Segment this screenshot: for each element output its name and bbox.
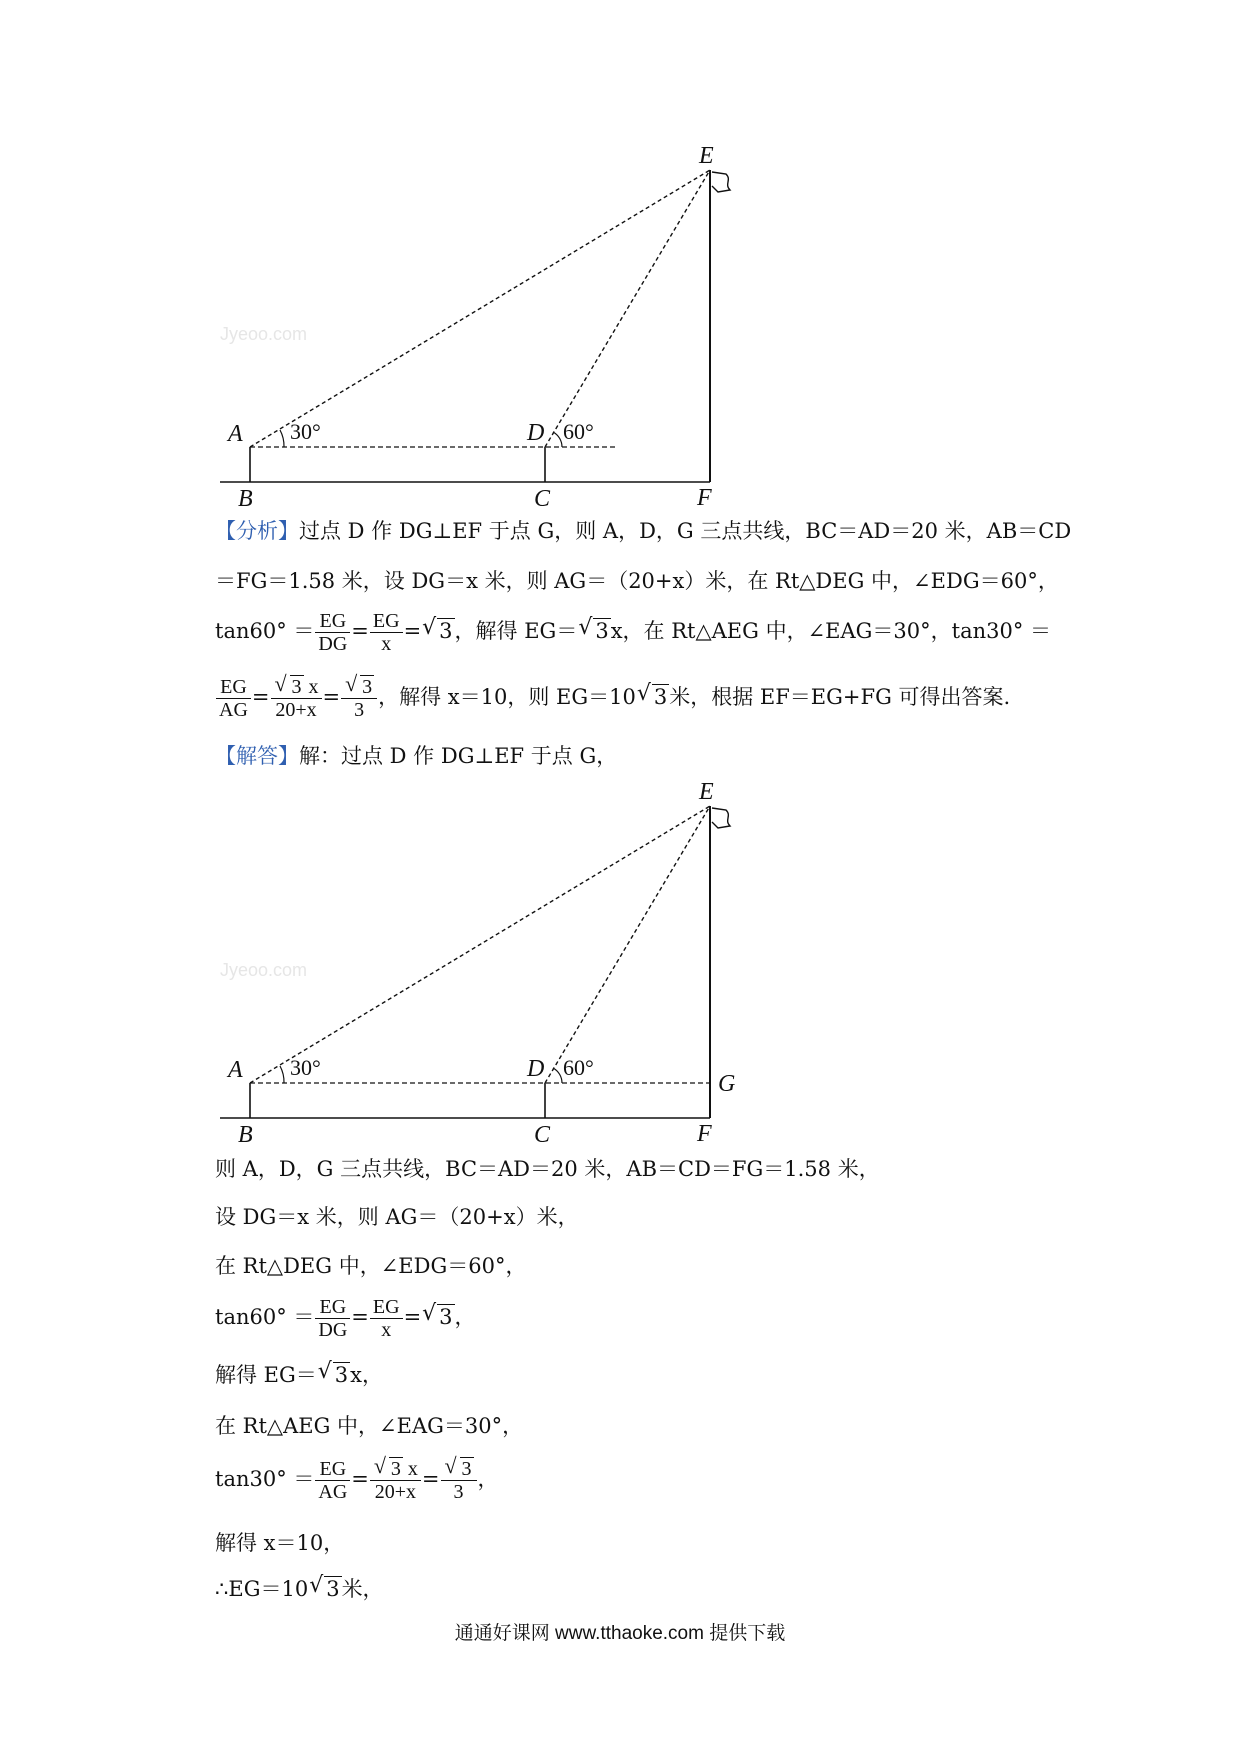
equals: = (351, 1467, 369, 1491)
sightline-de (545, 170, 710, 447)
numerator (341, 676, 377, 699)
denominator: 20+x (374, 1481, 417, 1503)
point-label-a: A (228, 421, 243, 447)
analysis-line-1 (215, 516, 1095, 546)
sqrt (318, 1360, 350, 1390)
radicand: 3 (334, 1363, 349, 1387)
fraction (441, 1458, 477, 1503)
point-label-b: B (238, 486, 253, 512)
step-8: 解得 x＝10， (215, 1531, 345, 1555)
step-2: 设 DG＝x 米，则 AG＝（20+x）米， (215, 1205, 579, 1229)
sqrt (374, 1458, 403, 1480)
denominator: 20+x (275, 699, 317, 721)
step-1: 则 A，D，G 三点共线，BC＝AD＝20 米，AB＝CD＝FG＝1.58 米， (215, 1157, 880, 1181)
variable: x (303, 676, 319, 698)
denominator: 3 (354, 699, 365, 721)
radicand: 3 (653, 685, 668, 709)
radicand: 3 (595, 619, 609, 643)
step-9 (215, 1574, 1095, 1604)
angle-arc-a (280, 1066, 284, 1083)
point-label-e: E (699, 143, 714, 169)
sqrt (422, 616, 454, 646)
step-3: 在 Rt△DEG 中，∠EDG＝60°， (215, 1254, 527, 1278)
sqrt (578, 616, 610, 646)
denominator: DG (318, 633, 348, 655)
fraction (315, 610, 350, 655)
flag-icon (712, 808, 730, 828)
point-label-d: D (527, 420, 545, 446)
denominator: AG (219, 699, 248, 721)
radicand: 3 (439, 1305, 453, 1329)
step-7 (215, 1458, 1095, 1503)
equals: = (351, 619, 369, 643)
numerator: EG (216, 676, 251, 699)
radicand: 3 (461, 1458, 472, 1480)
numerator: EG (370, 610, 403, 633)
denominator: DG (318, 1319, 348, 1341)
sqrt (275, 676, 304, 698)
watermark: Jyeoo.com (220, 324, 308, 344)
answer-tag: 【解答】 (215, 744, 299, 768)
text: 解得 EG＝ (215, 1363, 317, 1387)
fraction (271, 676, 322, 721)
text: ，解得 EG＝ (454, 619, 578, 643)
watermark: Jyeoo.com (220, 960, 308, 980)
denominator: AG (318, 1481, 348, 1503)
sightline-de (545, 806, 710, 1083)
point-label-b: B (238, 1122, 253, 1146)
text: x，在 Rt△AEG 中，∠EAG＝30°，tan30° ＝ (610, 619, 1052, 643)
angle-label-a: 30° (290, 1055, 321, 1080)
text: tan60° ＝ (215, 1305, 315, 1329)
sqrt (445, 1458, 474, 1480)
text: ∴EG＝10 (215, 1577, 309, 1601)
sqrt (637, 682, 669, 712)
equals: = (251, 685, 270, 709)
fraction (370, 1458, 421, 1503)
equals: = (421, 1467, 440, 1491)
point-label-e: E (699, 779, 714, 805)
answer-line (215, 741, 1095, 771)
fraction (315, 1296, 350, 1341)
flag-icon (712, 172, 730, 192)
sqrt (345, 676, 374, 698)
denominator: x (381, 1319, 392, 1341)
diagram-top (0, 140, 800, 520)
step-5 (215, 1360, 1095, 1390)
equals: = (403, 1305, 422, 1329)
angle-label-a: 30° (290, 419, 321, 444)
analysis-tag: 【分析】 (215, 519, 299, 543)
point-label-a: A (228, 1057, 243, 1083)
text: ， (477, 1467, 499, 1491)
point-label-f: F (697, 1121, 712, 1146)
text: ， (454, 1305, 476, 1329)
point-label-f: F (697, 485, 712, 511)
text: 米，根据 EF＝EG+FG 可得出答案. (669, 685, 1011, 709)
numerator (370, 1458, 421, 1481)
diagram-bottom (0, 776, 800, 1146)
text: 米， (341, 1577, 384, 1601)
numerator: EG (315, 1458, 350, 1481)
point-label-d: D (527, 1056, 545, 1082)
sqrt (422, 1302, 454, 1332)
angle-arc-d (553, 432, 562, 447)
analysis-line-4 (215, 676, 1095, 721)
angle-label-d: 60° (563, 1055, 594, 1080)
fraction (370, 1296, 403, 1341)
analysis-line-2: ＝FG＝1.58 米，设 DG＝x 米，则 AG＝（20+x）米，在 Rt△DEG 中，∠EDG＝60°， (215, 569, 1059, 593)
text: ，解得 x＝10，则 EG＝10 (378, 685, 636, 709)
numerator (271, 676, 322, 699)
text: x， (350, 1363, 383, 1387)
denominator: 3 (453, 1481, 464, 1503)
analysis-line-3 (215, 610, 1095, 655)
point-label-c: C (534, 486, 551, 512)
fraction (216, 676, 251, 721)
diagram-bottom-svg (0, 776, 800, 1146)
radicand: 3 (390, 1458, 401, 1480)
variable: x (402, 1458, 418, 1480)
radicand: 3 (291, 676, 302, 698)
radicand: 3 (439, 619, 453, 643)
radicand: 3 (362, 676, 373, 698)
radicand: 3 (326, 1577, 340, 1601)
numerator: EG (370, 1296, 403, 1319)
angle-arc-d (553, 1068, 562, 1083)
denominator: x (381, 633, 392, 655)
page-footer: 通通好课网 www.tthaoke.com 提供下载 (454, 1623, 786, 1644)
equals: = (322, 685, 341, 709)
sqrt (309, 1574, 341, 1604)
equals: = (351, 1305, 369, 1329)
fraction (341, 676, 377, 721)
point-label-c: C (534, 1122, 551, 1146)
text: tan30° ＝ (215, 1467, 315, 1491)
fraction (370, 610, 403, 655)
step-6: 在 Rt△AEG 中，∠EAG＝30°， (215, 1414, 524, 1438)
numerator: EG (315, 1296, 350, 1319)
step-4 (215, 1296, 1095, 1341)
numerator (441, 1458, 477, 1481)
answer-text: 解：过点 D 作 DG⊥EF 于点 G， (299, 744, 618, 768)
fraction (315, 1458, 350, 1503)
sightline-ae (250, 806, 710, 1083)
angle-arc-a (280, 430, 284, 447)
angle-label-d: 60° (563, 419, 594, 444)
point-label-g: G (718, 1071, 736, 1097)
text: tan60° ＝ (215, 619, 315, 643)
sightline-ae (250, 170, 710, 447)
numerator: EG (315, 610, 350, 633)
equals: = (403, 619, 422, 643)
analysis-text-1: 过点 D 作 DG⊥EF 于点 G，则 A，D，G 三点共线，BC＝AD＝20 米，AB＝CD (299, 519, 1072, 543)
diagram-top-svg (0, 140, 800, 520)
